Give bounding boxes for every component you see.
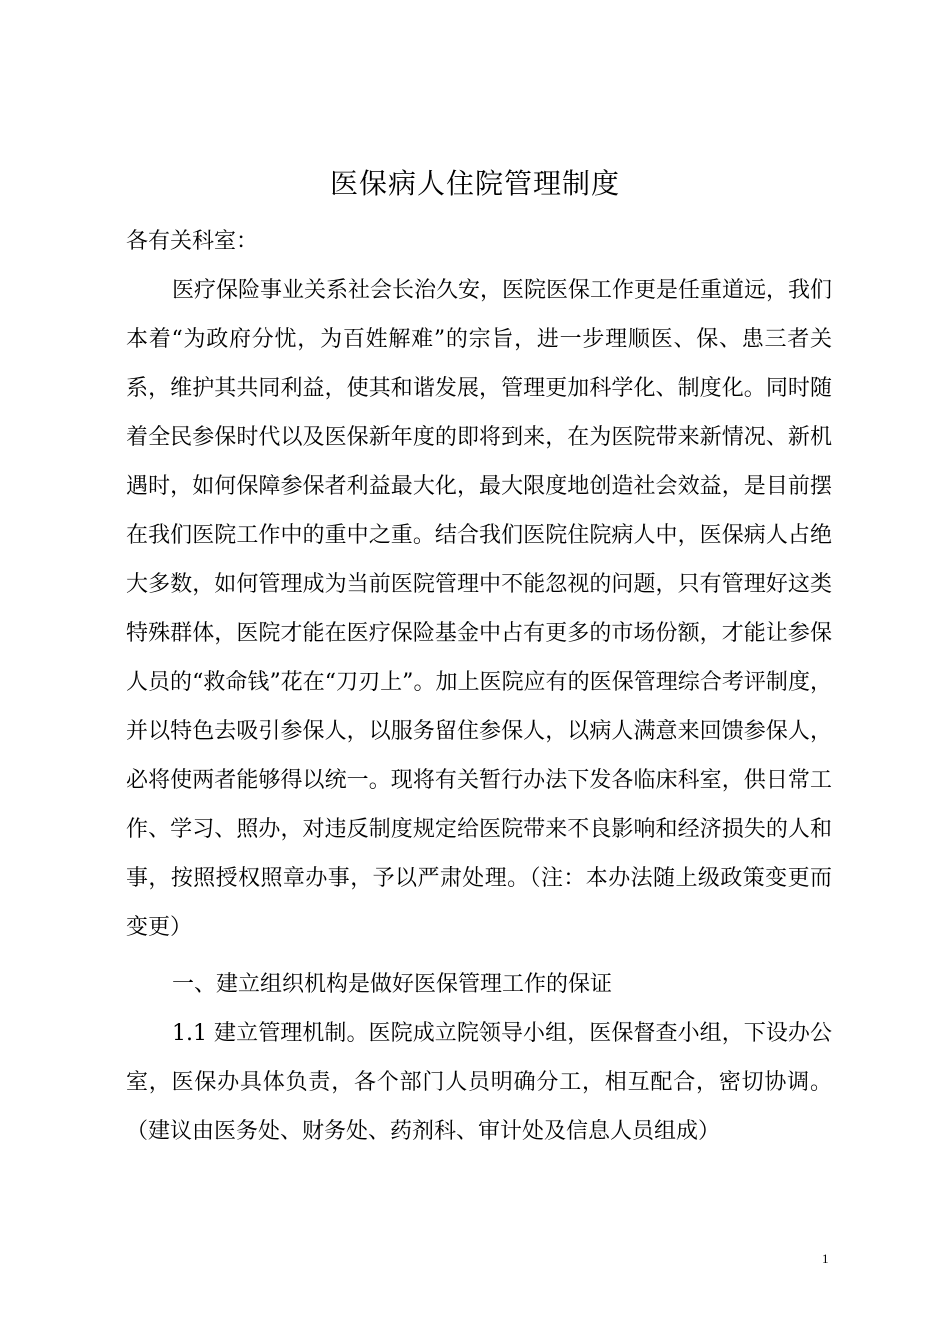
salutation: 各有关科室： bbox=[126, 229, 259, 254]
intro-paragraph: 医疗保险事业关系社会长治久安，医院医保工作更是任重道远，我们本着“为政府分忧，为百姓解难”的宗旨，进一步理顺医、保、患三者关系，维护其共同利益，使其和谐发展，管理更加科学化、制度化。同时随着全民参保时代以及医保新年度的即将到来，在为医院带来新情况、新机遇时，如何保障参保者利益最大化，最大限度地创造社会效益，是目前摆在我们医院工作中的重中之重。结合我们医院住院病人中，医保病人占绝大多数，如何管理成为当前医院管理中不能忽视的问题，只有管理好这类特殊群体，医院才能在医疗保险基金中占有更多的市场份额，才能让参保人员的“救命钱”花在“刀刃上”。加上医院应有的医保管理综合考评制度，并以特色去吸引参保人，以服务留住参保人，以病人满意来回馈参保人，必将使两者能够得以统一。现将有关暂行办法下发各临床科室，供日常工作、学习、照办，对违反制度规定给医院带来不良影响和经济损失的人和事，按照授权照章办事，予以严肃处理。（注：本办法随上级政策变更而变更） bbox=[126, 278, 833, 940]
page-number: 1 bbox=[822, 1251, 829, 1266]
section-heading-1: 一、建立组织机构是做好医保管理工作的保证 bbox=[172, 972, 613, 997]
section-1-1-paragraph: 1.1 建立管理机制。医院成立院领导小组，医保督查小组，下设办公室，医保办具体负责，各个部门人员明确分工，相互配合，密切协调。（建议由医务处、财务处、药剂科、审计处及信息人员组成） bbox=[126, 1021, 832, 1144]
document-title: 医保病人住院管理制度 bbox=[329, 167, 620, 200]
